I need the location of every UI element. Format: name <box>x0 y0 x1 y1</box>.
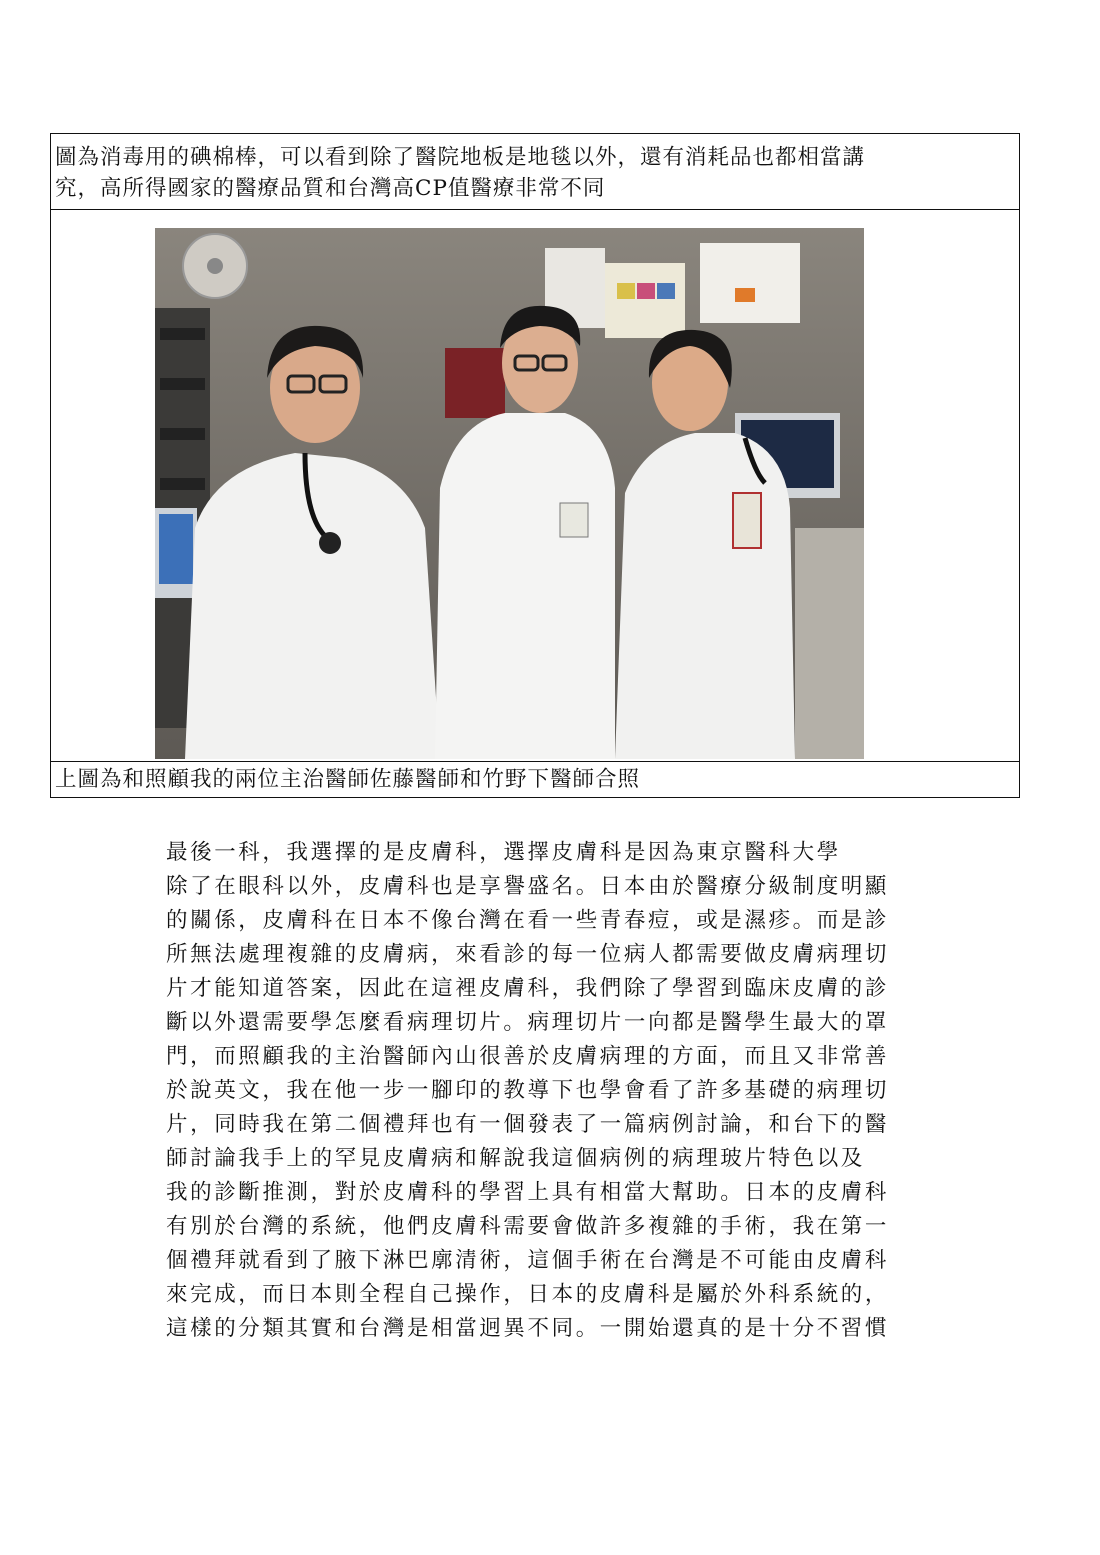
body-line: 的關係，皮膚科在日本不像台灣在看一些青春痘，或是濕疹。而是診 <box>166 908 890 933</box>
body-line: 片，同時我在第二個禮拜也有一個發表了一篇病例討論，和台下的醫 <box>166 1112 890 1137</box>
body-line: 門，而照顧我的主治醫師內山很善於皮膚病理的方面，而且又非常善 <box>166 1044 890 1069</box>
body-line: 片才能知道答案，因此在這裡皮膚科，我們除了學習到臨床皮膚的診 <box>166 976 890 1001</box>
caption-top-line-1: 圖為消毒用的碘棉棒，可以看到除了醫院地板是地毯以外，還有消耗品也都相當講 <box>55 145 866 170</box>
body-line: 這樣的分類其實和台灣是相當迥異不同。一開始還真的是十分不習慣 <box>166 1316 890 1341</box>
body-line: 有別於台灣的系統，他們皮膚科需要會做許多複雜的手術，我在第一 <box>166 1214 890 1239</box>
body-line: 師討論我手上的罕見皮膚病和解說我這個病例的病理玻片特色以及 <box>166 1146 865 1171</box>
body-line: 來完成，而日本則全程自己操作，日本的皮膚科是屬於外科系統的， <box>166 1282 890 1307</box>
document-table <box>50 133 1020 798</box>
body-line: 個禮拜就看到了腋下淋巴廓清術，這個手術在台灣是不可能由皮膚科 <box>166 1248 890 1273</box>
caption-top <box>51 134 1019 210</box>
body-line: 於說英文，我在他一步一腳印的教導下也學會看了許多基礎的病理切 <box>166 1078 890 1103</box>
doctors-group-photo <box>155 228 864 759</box>
body-line: 斷以外還需要學怎麼看病理切片。病理切片一向都是醫學生最大的罩 <box>166 1010 890 1035</box>
photo-cell <box>51 210 1019 762</box>
body-paragraph <box>166 836 941 1346</box>
caption-bottom: 上圖為和照顧我的兩位主治醫師佐藤醫師和竹野下醫師合照 <box>55 767 641 792</box>
caption-top-line-2: 究，高所得國家的醫療品質和台灣高CP值醫療非常不同 <box>55 176 606 201</box>
body-line: 我的診斷推測，對於皮膚科的學習上具有相當大幫助。日本的皮膚科 <box>166 1180 890 1205</box>
body-line: 所無法處理複雜的皮膚病，來看診的每一位病人都需要做皮膚病理切 <box>166 942 890 967</box>
body-line: 除了在眼科以外，皮膚科也是享譽盛名。日本由於醫療分級制度明顯 <box>166 874 890 899</box>
body-line: 最後一科，我選擇的是皮膚科，選擇皮膚科是因為東京醫科大學 <box>166 840 841 865</box>
